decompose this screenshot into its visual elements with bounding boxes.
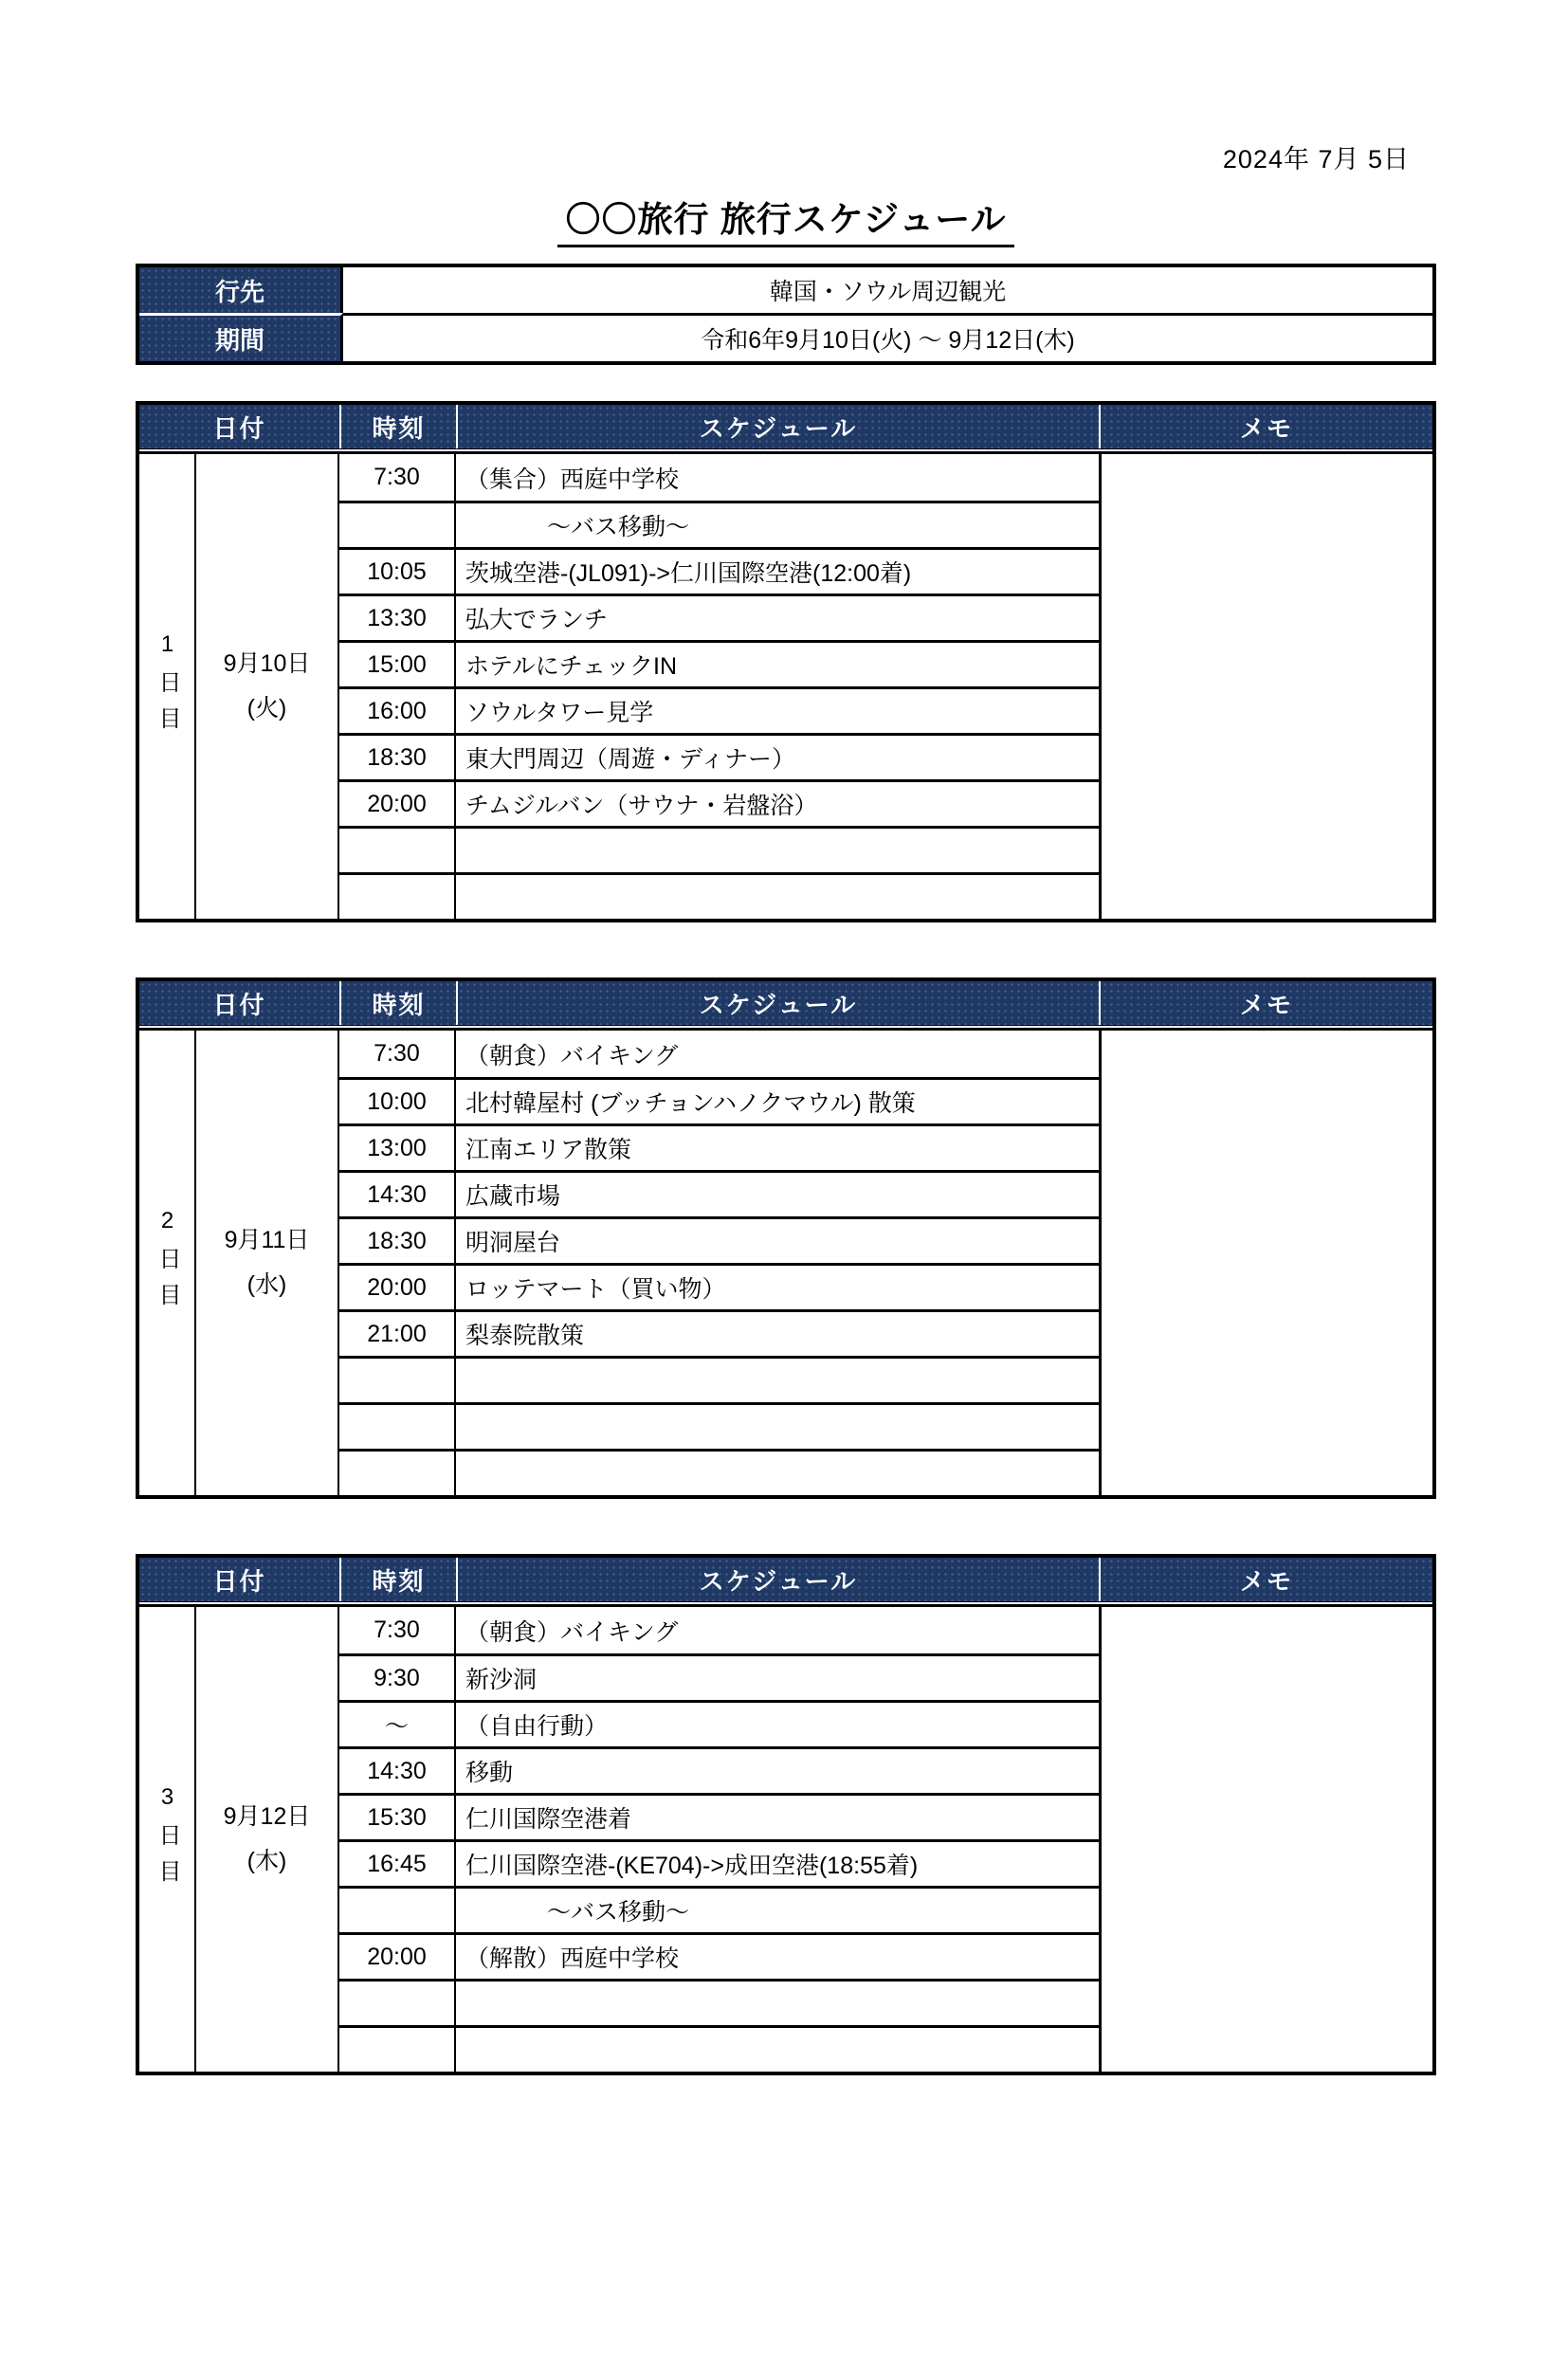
schedule-cell: 仁川国際空港着: [465, 1806, 632, 1833]
time-cell: 7:30: [339, 1607, 456, 1653]
trip-info-table: [136, 264, 1436, 365]
date-line1: 9月10日: [223, 649, 311, 677]
memo-cell: [1099, 1607, 1432, 2072]
time-cell: 16:00: [339, 689, 456, 733]
schedule-row: [339, 547, 1099, 594]
memo-cell: [1099, 1031, 1432, 1495]
schedule-row: [339, 594, 1099, 640]
page-title: 〇〇旅行 旅行スケジュール: [557, 191, 1013, 247]
date-cell: [196, 454, 339, 919]
schedule-row: [339, 1123, 1099, 1170]
day-number-cell: [139, 1607, 196, 2072]
column-header-time: 時刻: [339, 981, 456, 1025]
time-cell: [339, 503, 456, 547]
time-cell: [339, 2028, 456, 2072]
column-header-time: 時刻: [339, 405, 456, 448]
table-body: [139, 454, 1432, 919]
schedule-table-day-3: [136, 1554, 1436, 2075]
schedule-row: [339, 779, 1099, 826]
period-label: 期間: [139, 313, 343, 361]
trip-info-row-period: [139, 313, 1432, 361]
schedule-cell: 梨泰院散策: [465, 1323, 585, 1349]
time-cell: ～: [339, 1703, 456, 1746]
schedule-row: [339, 1402, 1099, 1449]
schedule-cell: （朝食）バイキング: [465, 1042, 679, 1069]
time-cell: 20:00: [339, 782, 456, 826]
column-header-schedule: スケジュール: [456, 405, 1099, 448]
table-header-row: [139, 1558, 1432, 1601]
column-header-memo: メモ: [1099, 1558, 1432, 1601]
time-cell: 21:00: [339, 1312, 456, 1356]
schedule-cell: ロッテマート（買い物）: [465, 1276, 726, 1303]
time-cell: 7:30: [339, 1031, 456, 1077]
schedule-row: [339, 1979, 1099, 2025]
schedule-cell: ホテルにチェックIN: [465, 653, 678, 680]
schedule-cell: 広蔵市場: [465, 1183, 561, 1210]
schedule-cell: [456, 2028, 1099, 2072]
schedule-row: [339, 1077, 1099, 1123]
schedule-row: [339, 1932, 1099, 1979]
time-cell: 13:30: [339, 596, 456, 640]
schedule-row: [339, 1449, 1099, 1495]
schedule-cell: [456, 1359, 1099, 1402]
schedule-row: [339, 1263, 1099, 1309]
table-body: [139, 1607, 1432, 2072]
document-page: [136, 138, 1436, 2075]
table-header-row: [139, 981, 1432, 1025]
time-cell: 14:30: [339, 1749, 456, 1793]
schedule-cell: 北村韓屋村 (ブッチョンハノクマウル) 散策: [465, 1090, 916, 1117]
schedule-cell: 仁川国際空港-(KE704)->成田空港(18:55着): [465, 1853, 919, 1879]
time-cell: 10:00: [339, 1080, 456, 1123]
column-header-date: 日付: [212, 1566, 266, 1596]
schedule-cell: [456, 1405, 1099, 1449]
time-cell: [339, 829, 456, 872]
table-body: [139, 1031, 1432, 1495]
time-cell: 13:00: [339, 1126, 456, 1170]
schedule-row: [339, 686, 1099, 733]
schedule-row: [339, 1886, 1099, 1932]
time-cell: 20:00: [339, 1266, 456, 1309]
schedule-row: [339, 826, 1099, 872]
time-cell: 16:45: [339, 1842, 456, 1886]
column-header-memo: メモ: [1099, 981, 1432, 1025]
time-cell: [339, 1982, 456, 2025]
schedule-row: [339, 1839, 1099, 1886]
time-cell: 18:30: [339, 1219, 456, 1263]
schedule-table-day-2: [136, 977, 1436, 1499]
schedule-cell: 茨城空港-(JL091)->仁川国際空港(12:00着): [465, 560, 912, 587]
time-cell: 15:30: [339, 1796, 456, 1839]
day-number-label: 3日目: [155, 1783, 180, 1895]
schedule-table-day-1: [136, 401, 1436, 922]
schedule-row: [339, 1309, 1099, 1356]
time-cell: 20:00: [339, 1935, 456, 1979]
time-cell: 9:30: [339, 1656, 456, 1700]
schedule-cell: （朝食）バイキング: [465, 1618, 679, 1646]
schedule-row: [339, 733, 1099, 779]
date-line2: (火): [246, 695, 287, 721]
trip-info-row-destination: [139, 267, 1432, 313]
table-header-row: [139, 405, 1432, 448]
schedule-rows: [339, 1031, 1099, 1495]
schedule-row: [339, 640, 1099, 686]
period-value: 令和6年9月10日(火) ～ 9月12日(木): [343, 313, 1432, 361]
memo-cell: [1099, 454, 1432, 919]
schedule-row: [339, 1031, 1099, 1077]
column-header-date: 日付: [212, 990, 266, 1019]
time-cell: 10:05: [339, 550, 456, 594]
time-cell: 18:30: [339, 736, 456, 779]
day-number-label: 2日目: [155, 1207, 180, 1319]
destination-label: 行先: [139, 267, 343, 313]
schedule-row: [339, 454, 1099, 501]
destination-value: 韓国・ソウル周辺観光: [769, 279, 1007, 305]
time-cell: 14:30: [339, 1173, 456, 1216]
date-line2: (木): [246, 1848, 287, 1874]
document-date: 2024年 7月 5日: [1222, 145, 1410, 174]
schedule-cell: 移動: [465, 1760, 514, 1786]
time-cell: [339, 1889, 456, 1932]
schedule-cell: 江南エリア散策: [465, 1137, 632, 1163]
schedule-cell: （自由行動）: [465, 1713, 609, 1740]
day-number-cell: [139, 1031, 196, 1495]
schedule-cell: （集合）西庭中学校: [465, 466, 680, 493]
schedule-row: [339, 501, 1099, 547]
schedule-cell: [456, 829, 1099, 872]
date-line1: 9月11日: [224, 1226, 310, 1253]
time-cell: [339, 875, 456, 919]
schedule-row: [339, 1170, 1099, 1216]
date-cell: [196, 1031, 339, 1495]
column-header-schedule: スケジュール: [456, 981, 1099, 1025]
schedule-cell: 新沙洞: [465, 1667, 538, 1693]
schedule-cell: ～バス移動～: [547, 514, 690, 540]
schedule-row: [339, 872, 1099, 919]
schedule-cell: ソウルタワー見学: [465, 700, 654, 726]
column-header-memo: メモ: [1099, 405, 1432, 448]
time-cell: [339, 1359, 456, 1402]
schedule-row: [339, 1746, 1099, 1793]
schedule-row: [339, 1356, 1099, 1402]
schedule-rows: [339, 1607, 1099, 2072]
column-header-time: 時刻: [339, 1558, 456, 1601]
schedule-cell: 東大門周辺（周遊・ディナー）: [465, 746, 796, 773]
time-cell: 15:00: [339, 643, 456, 686]
schedule-cell: 弘大でランチ: [465, 607, 609, 633]
date-line2: (水): [246, 1271, 287, 1298]
schedule-cell: [456, 875, 1099, 919]
schedule-cell: （解散）西庭中学校: [465, 1945, 680, 1972]
column-header-schedule: スケジュール: [456, 1558, 1099, 1601]
schedule-row: [339, 1653, 1099, 1700]
schedule-row: [339, 1216, 1099, 1263]
time-cell: [339, 1452, 456, 1495]
day-number-cell: [139, 454, 196, 919]
column-header-date: 日付: [212, 413, 266, 443]
date-cell: [196, 1607, 339, 2072]
title-row: [136, 191, 1436, 244]
schedule-cell: チムジルバン（サウナ・岩盤浴）: [465, 793, 818, 819]
schedule-rows: [339, 454, 1099, 919]
schedule-cell: [456, 1982, 1099, 2025]
schedule-cell: [456, 1452, 1099, 1495]
time-cell: 7:30: [339, 454, 456, 501]
schedule-row: [339, 1700, 1099, 1746]
date-line1: 9月12日: [223, 1802, 311, 1830]
schedule-row: [339, 2025, 1099, 2072]
schedule-cell: ～バス移動～: [547, 1899, 690, 1926]
schedule-row: [339, 1607, 1099, 1653]
time-cell: [339, 1405, 456, 1449]
schedule-cell: 明洞屋台: [465, 1230, 561, 1256]
day-number-label: 1日目: [155, 630, 180, 742]
schedule-row: [339, 1793, 1099, 1839]
